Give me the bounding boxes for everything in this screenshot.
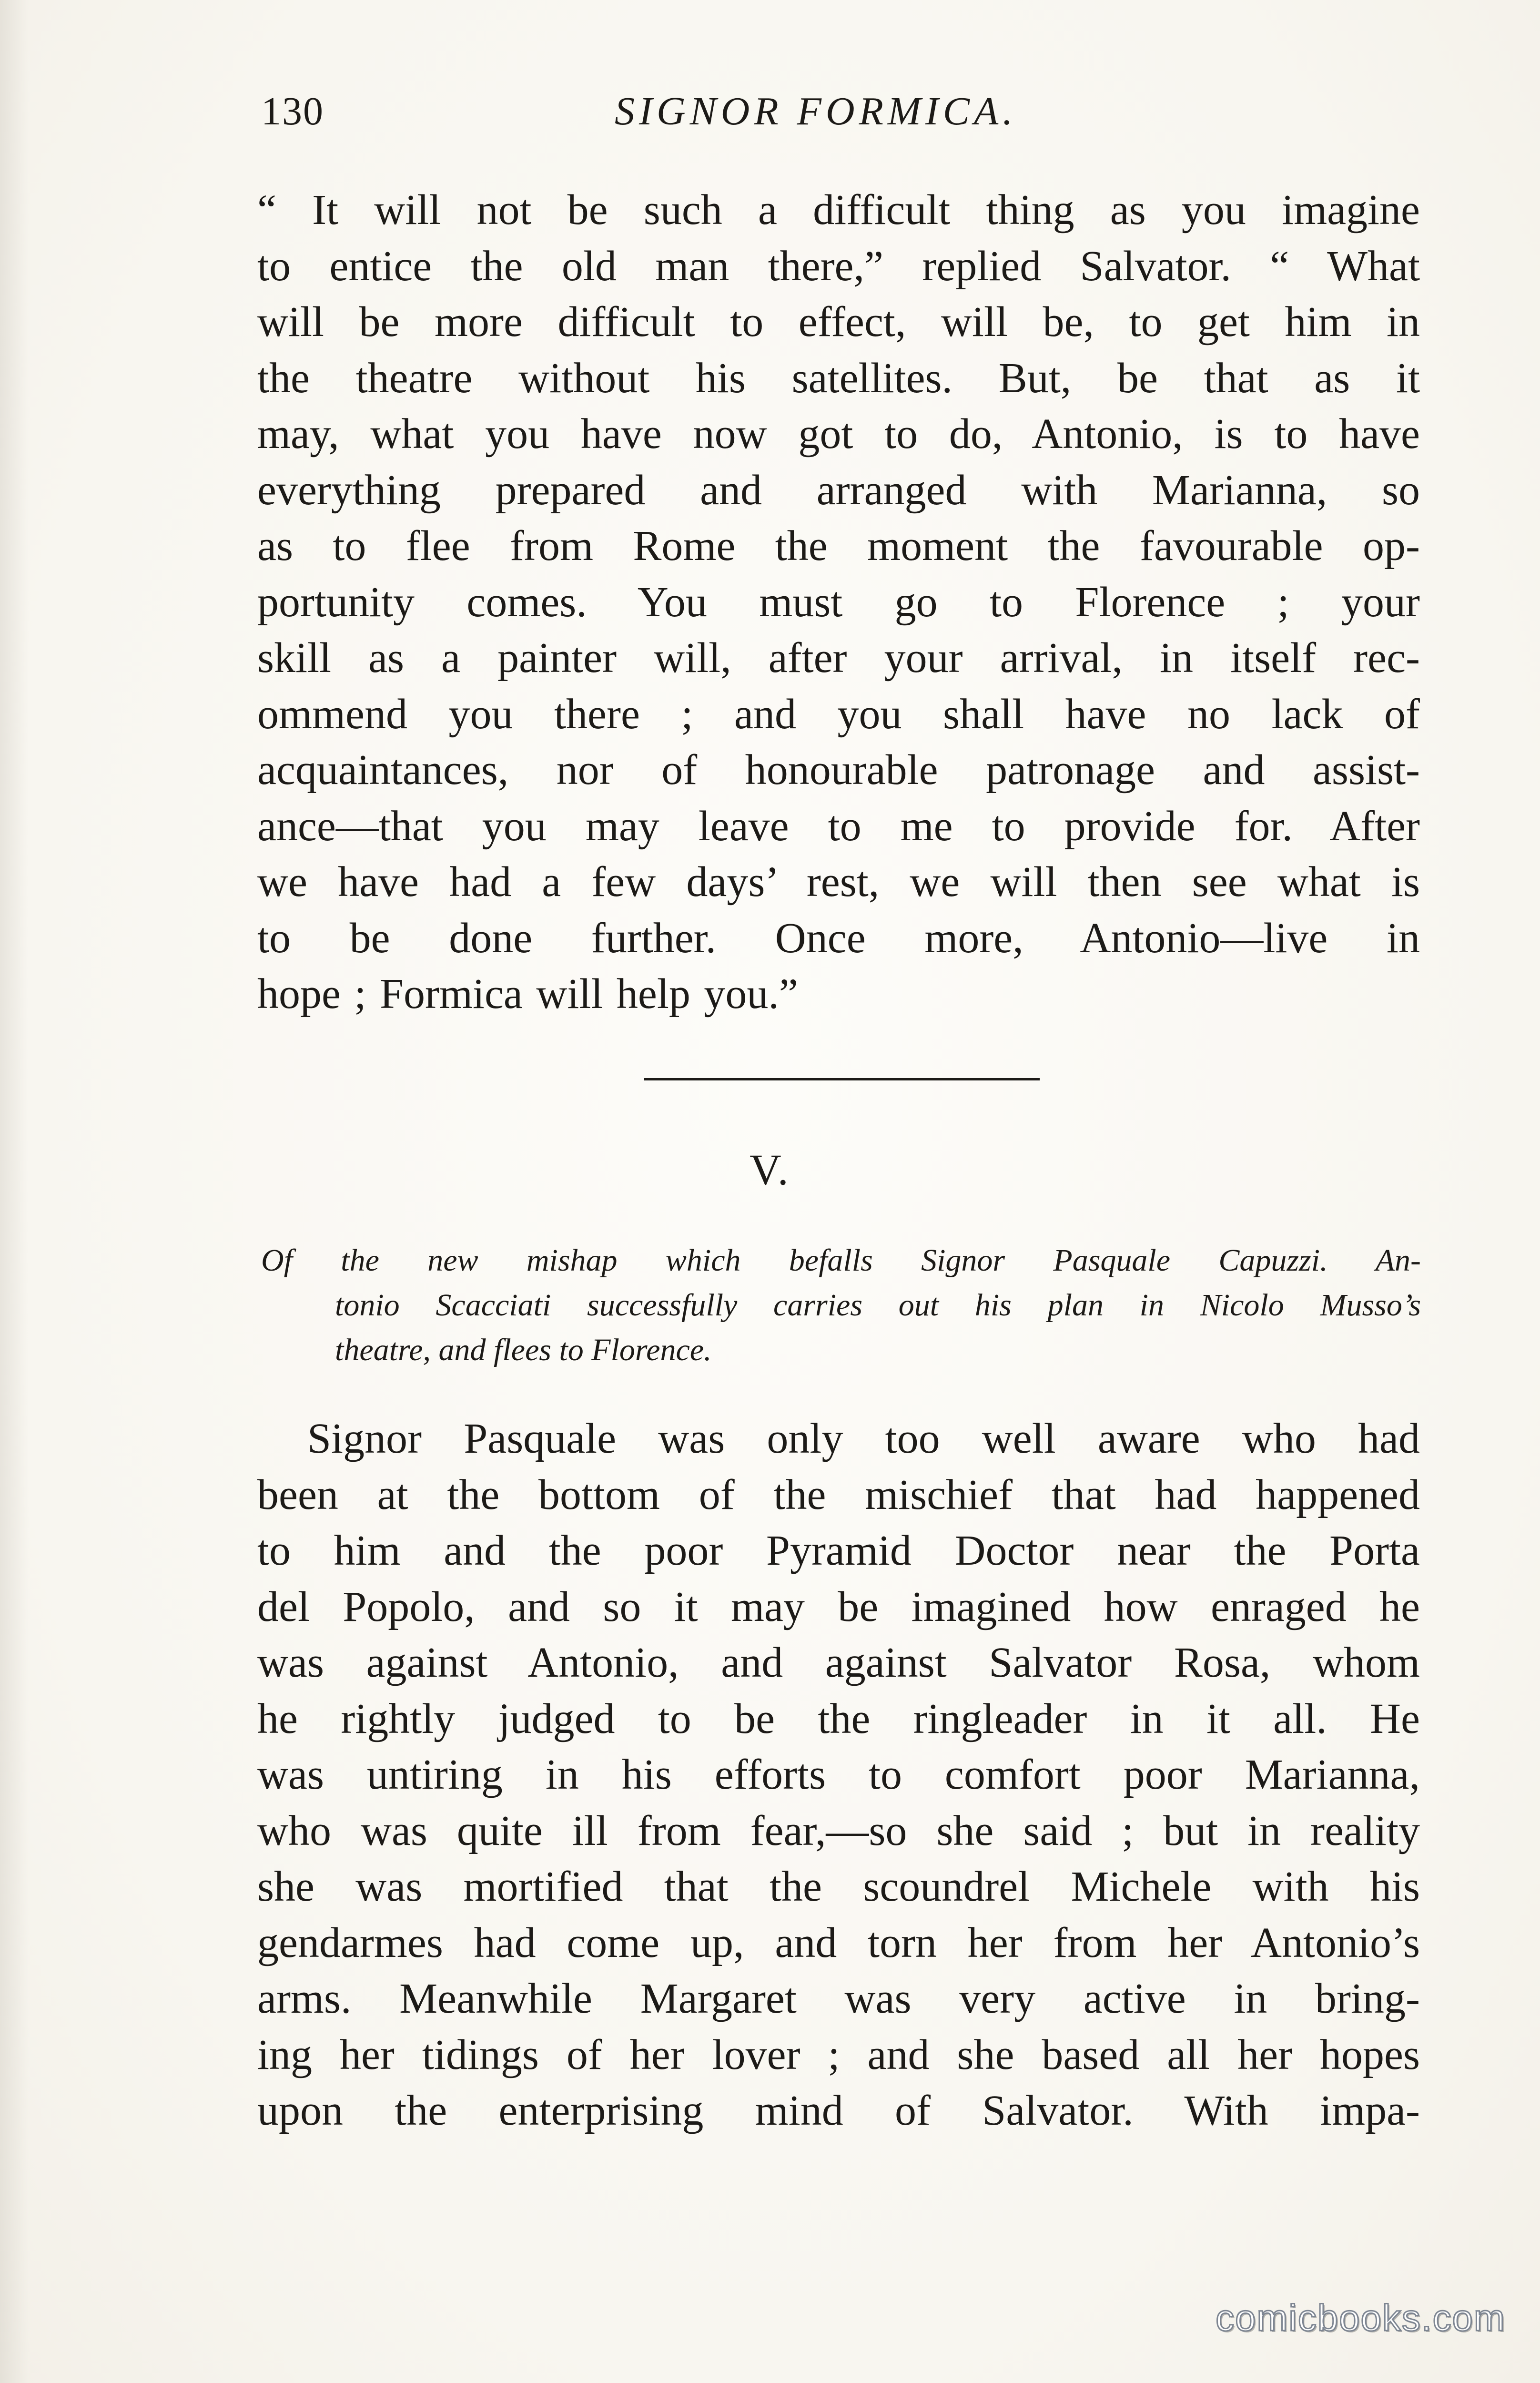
synopsis-line: theatre, and flees to Florence. (335, 1333, 712, 1367)
section-synopsis (261, 1238, 1421, 1373)
text-line: to be done further. Once more, Antonio—live in (257, 914, 1420, 962)
section-number: V. (750, 1145, 790, 1194)
running-title: SIGNOR FORMICA. (615, 89, 1017, 133)
text-line: skill as a painter will, after your arrival, in itself rec- (257, 634, 1420, 682)
text-line: everything prepared and arranged with Marianna, so (257, 466, 1420, 514)
synopsis-line: Of the new mishap which befalls Signor Pasquale Capuzzi. An- (261, 1243, 1421, 1278)
text-line: hope ; Formica will help you.” (257, 970, 798, 1018)
page-number: 130 (261, 89, 324, 133)
text-line: she was mortified that the scoundrel Michele with his (257, 1863, 1420, 1910)
watermark-text: comicbooks.com (1216, 2297, 1506, 2339)
section-divider-rule (644, 1078, 1040, 1080)
text-line: was against Antonio, and against Salvator Rosa, whom (257, 1639, 1420, 1686)
text-line: portunity comes. You must go to Florence ; your (257, 578, 1420, 626)
paragraph-one (257, 182, 1420, 1022)
text-line: been at the bottom of the mischief that had happened (257, 1471, 1420, 1518)
text-line: we have had a few days’ rest, we will then see what is (257, 858, 1420, 906)
text-line: ing her tidings of her lover ; and she based all her hopes (257, 2031, 1420, 2078)
text-line: arms. Meanwhile Margaret was very active in bring- (257, 1975, 1420, 2022)
text-line: as to flee from Rome the moment the favourable op- (257, 522, 1420, 570)
text-line: del Popolo, and so it may be imagined how enraged he (257, 1583, 1420, 1630)
page-spine-shadow (0, 0, 29, 2383)
text-line: the theatre without his satellites. But, be that as it (257, 354, 1420, 402)
text-line: he rightly judged to be the ringleader in it all. He (257, 1695, 1420, 1742)
text-line: who was quite ill from fear,—so she said ; but in reality (257, 1807, 1420, 1854)
synopsis-line: tonio Scacciati successfully carries out his plan in Nicolo Musso’s (335, 1288, 1421, 1323)
paragraph-two (257, 1411, 1420, 2139)
text-line: may, what you have now got to do, Antonio, is to have (257, 410, 1420, 458)
text-line: “ It will not be such a difficult thing as you imagine (257, 186, 1420, 234)
text-line: ance—that you may leave to me to provide for. After (257, 802, 1420, 850)
text-line: acquaintances, nor of honourable patronage and assist- (257, 746, 1420, 794)
text-line: will be more difficult to effect, will be, to get him in (257, 298, 1420, 346)
text-line: gendarmes had come up, and torn her from her Antonio’s (257, 1919, 1420, 1966)
text-line: upon the enterprising mind of Salvator. With impa- (257, 2087, 1420, 2134)
text-line: ommend you there ; and you shall have no lack of (257, 690, 1420, 738)
text-line: Signor Pasquale was only too well aware who had (307, 1415, 1420, 1462)
text-line: to entice the old man there,” replied Salvator. “ What (257, 242, 1420, 290)
text-line: was untiring in his efforts to comfort poor Marianna, (257, 1751, 1420, 1798)
text-line: to him and the poor Pyramid Doctor near the Porta (257, 1527, 1420, 1574)
